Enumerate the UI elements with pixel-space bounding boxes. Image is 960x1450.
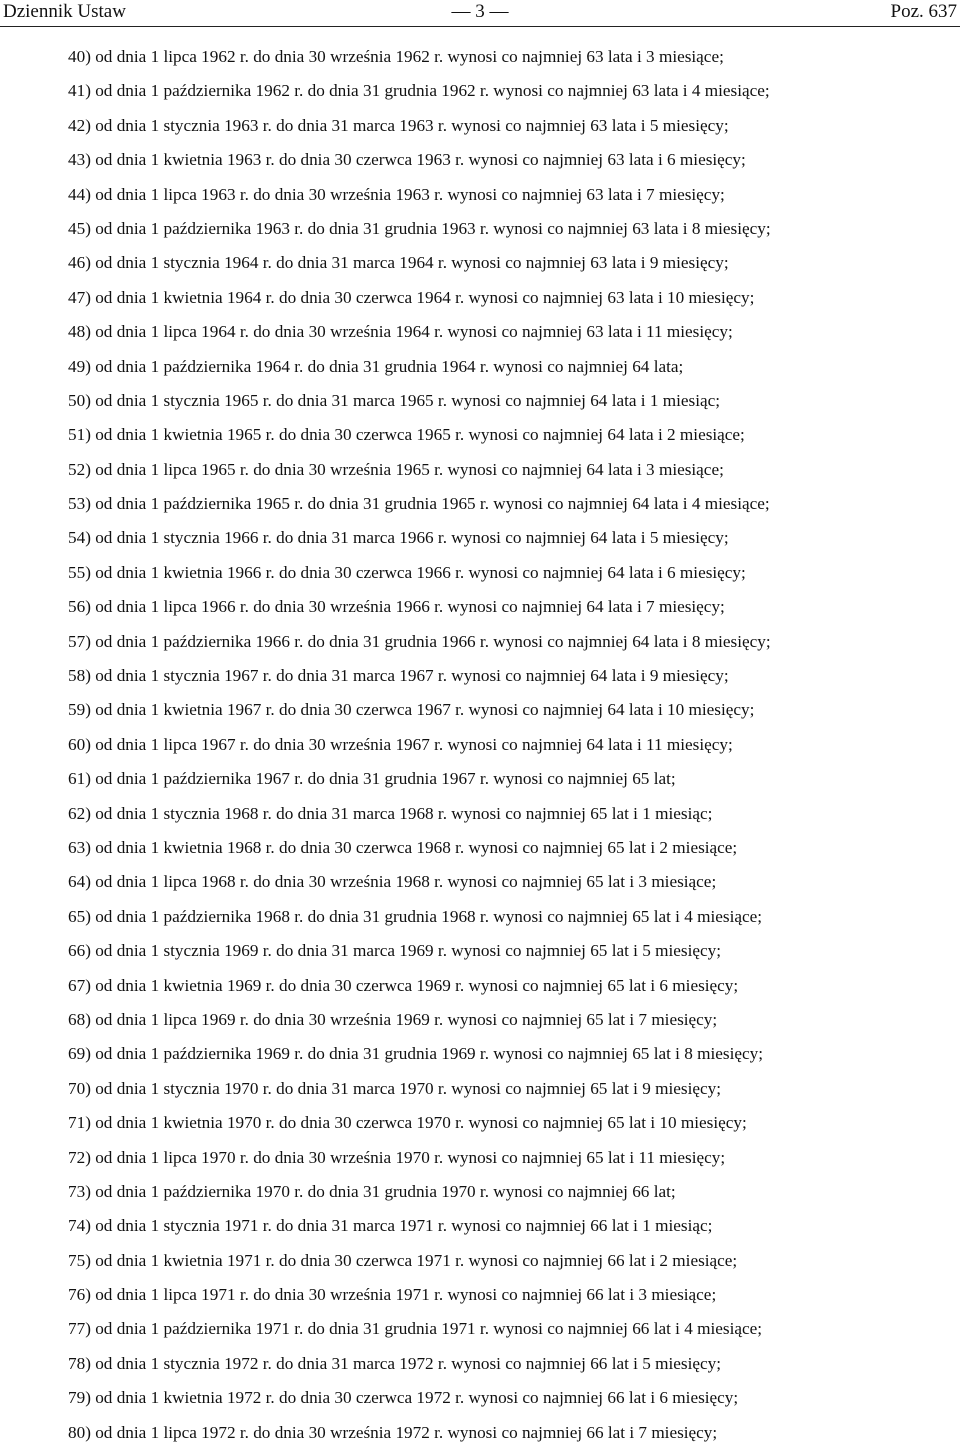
header-divider [0,26,960,27]
list-item: 71) od dnia 1 kwietnia 1970 r. do dnia 30 czerwca 1970 r. wynosi co najmniej 65 lat i 10 miesięcy; [68,1113,747,1133]
list-item: 77) od dnia 1 października 1971 r. do dnia 31 grudnia 1971 r. wynosi co najmniej 66 lat i 4 miesiące; [68,1319,763,1339]
list-item: 76) od dnia 1 lipca 1971 r. do dnia 30 września 1971 r. wynosi co najmniej 66 lat i 3 miesiące; [68,1285,717,1305]
page-header [0,0,960,24]
list-item: 54) od dnia 1 stycznia 1966 r. do dnia 31 marca 1966 r. wynosi co najmniej 64 lata i 5 miesięcy; [68,528,729,548]
enumerated-provisions-list [68,40,948,1450]
list-item: 59) od dnia 1 kwietnia 1967 r. do dnia 30 czerwca 1967 r. wynosi co najmniej 64 lata i 10 miesięcy; [68,700,755,720]
list-item: 40) od dnia 1 lipca 1962 r. do dnia 30 września 1962 r. wynosi co najmniej 63 lata i 3 miesiące; [68,47,724,66]
list-item: 43) od dnia 1 kwietnia 1963 r. do dnia 30 czerwca 1963 r. wynosi co najmniej 63 lata i 6 miesięcy; [68,150,746,170]
list-item: 56) od dnia 1 lipca 1966 r. do dnia 30 września 1966 r. wynosi co najmniej 64 lata i 7 miesięcy; [68,597,725,617]
list-item: 64) od dnia 1 lipca 1968 r. do dnia 30 września 1968 r. wynosi co najmniej 65 lat i 3 miesiące; [68,872,717,892]
list-item: 63) od dnia 1 kwietnia 1968 r. do dnia 30 czerwca 1968 r. wynosi co najmniej 65 lat i 2 miesiące; [68,837,738,857]
list-item: 44) od dnia 1 lipca 1963 r. do dnia 30 września 1963 r. wynosi co najmniej 63 lata i 7 miesięcy; [68,184,725,204]
list-item: 47) od dnia 1 kwietnia 1964 r. do dnia 30 czerwca 1964 r. wynosi co najmniej 63 lata i 10 miesięcy; [68,287,755,307]
list-item: 60) od dnia 1 lipca 1967 r. do dnia 30 września 1967 r. wynosi co najmniej 64 lata i 11 miesięcy; [68,734,733,754]
journal-title: Dziennik Ustaw [3,1,126,22]
list-item: 48) od dnia 1 lipca 1964 r. do dnia 30 września 1964 r. wynosi co najmniej 63 lata i 11 miesięcy; [68,322,733,342]
list-item: 62) od dnia 1 stycznia 1968 r. do dnia 31 marca 1968 r. wynosi co najmniej 65 lat i 1 miesiąc; [68,803,713,823]
list-item: 53) od dnia 1 października 1965 r. do dnia 31 grudnia 1965 r. wynosi co najmniej 64 lata i 4 miesiące; [68,494,770,514]
list-item: 58) od dnia 1 stycznia 1967 r. do dnia 31 marca 1967 r. wynosi co najmniej 64 lata i 9 miesięcy; [68,666,729,686]
list-item: 72) od dnia 1 lipca 1970 r. do dnia 30 września 1970 r. wynosi co najmniej 65 lat i 11 miesięcy; [68,1147,726,1167]
list-item: 57) od dnia 1 października 1966 r. do dnia 31 grudnia 1966 r. wynosi co najmniej 64 lata i 8 miesięcy; [68,631,771,651]
position-number: Poz. 637 [890,1,957,22]
list-item: 66) od dnia 1 stycznia 1969 r. do dnia 31 marca 1969 r. wynosi co najmniej 65 lat i 5 miesięcy; [68,941,721,961]
list-item: 41) od dnia 1 października 1962 r. do dnia 31 grudnia 1962 r. wynosi co najmniej 63 lata i 4 miesiące; [68,81,770,101]
list-item: 52) od dnia 1 lipca 1965 r. do dnia 30 września 1965 r. wynosi co najmniej 64 lata i 3 miesiące; [68,459,724,479]
list-item: 73) od dnia 1 października 1970 r. do dnia 31 grudnia 1970 r. wynosi co najmniej 66 lat; [68,1181,676,1201]
list-item: 45) od dnia 1 października 1963 r. do dnia 31 grudnia 1963 r. wynosi co najmniej 63 lata i 8 miesięcy; [68,218,771,238]
list-item: 55) od dnia 1 kwietnia 1966 r. do dnia 30 czerwca 1966 r. wynosi co najmniej 64 lata i 6 miesięcy; [68,562,746,582]
list-item: 79) od dnia 1 kwietnia 1972 r. do dnia 30 czerwca 1972 r. wynosi co najmniej 66 lat i 6 miesięcy; [68,1388,739,1408]
list-item: 75) od dnia 1 kwietnia 1971 r. do dnia 30 czerwca 1971 r. wynosi co najmniej 66 lat i 2 miesiące; [68,1250,738,1270]
list-item: 61) od dnia 1 października 1967 r. do dnia 31 grudnia 1967 r. wynosi co najmniej 65 lat; [68,769,676,789]
list-item: 67) od dnia 1 kwietnia 1969 r. do dnia 30 czerwca 1969 r. wynosi co najmniej 65 lat i 6 miesięcy; [68,975,739,995]
list-item: 65) od dnia 1 października 1968 r. do dnia 31 grudnia 1968 r. wynosi co najmniej 65 lat i 4 miesiące; [68,906,763,926]
list-item: 46) od dnia 1 stycznia 1964 r. do dnia 31 marca 1964 r. wynosi co najmniej 63 lata i 9 miesięcy; [68,253,729,273]
list-item: 69) od dnia 1 października 1969 r. do dnia 31 grudnia 1969 r. wynosi co najmniej 65 lat i 8 miesięcy; [68,1044,763,1064]
list-item: 49) od dnia 1 października 1964 r. do dnia 31 grudnia 1964 r. wynosi co najmniej 64 lata; [68,356,684,376]
list-item: 51) od dnia 1 kwietnia 1965 r. do dnia 30 czerwca 1965 r. wynosi co najmniej 64 lata i 2 miesiące; [68,425,745,445]
page-number: — 3 — [451,1,509,22]
list-item: 80) od dnia 1 lipca 1972 r. do dnia 30 września 1972 r. wynosi co najmniej 66 lat i 7 miesięcy; [68,1422,718,1442]
list-item: 68) od dnia 1 lipca 1969 r. do dnia 30 września 1969 r. wynosi co najmniej 65 lat i 7 miesięcy; [68,1009,718,1029]
list-item: 74) od dnia 1 stycznia 1971 r. do dnia 31 marca 1971 r. wynosi co najmniej 66 lat i 1 miesiąc; [68,1216,713,1236]
list-item: 42) od dnia 1 stycznia 1963 r. do dnia 31 marca 1963 r. wynosi co najmniej 63 lata i 5 miesięcy; [68,115,729,135]
list-item: 50) od dnia 1 stycznia 1965 r. do dnia 31 marca 1965 r. wynosi co najmniej 64 lata i 1 miesiąc; [68,390,721,410]
list-item: 70) od dnia 1 stycznia 1970 r. do dnia 31 marca 1970 r. wynosi co najmniej 65 lat i 9 miesięcy; [68,1078,721,1098]
list-item: 78) od dnia 1 stycznia 1972 r. do dnia 31 marca 1972 r. wynosi co najmniej 66 lat i 5 miesięcy; [68,1353,721,1373]
